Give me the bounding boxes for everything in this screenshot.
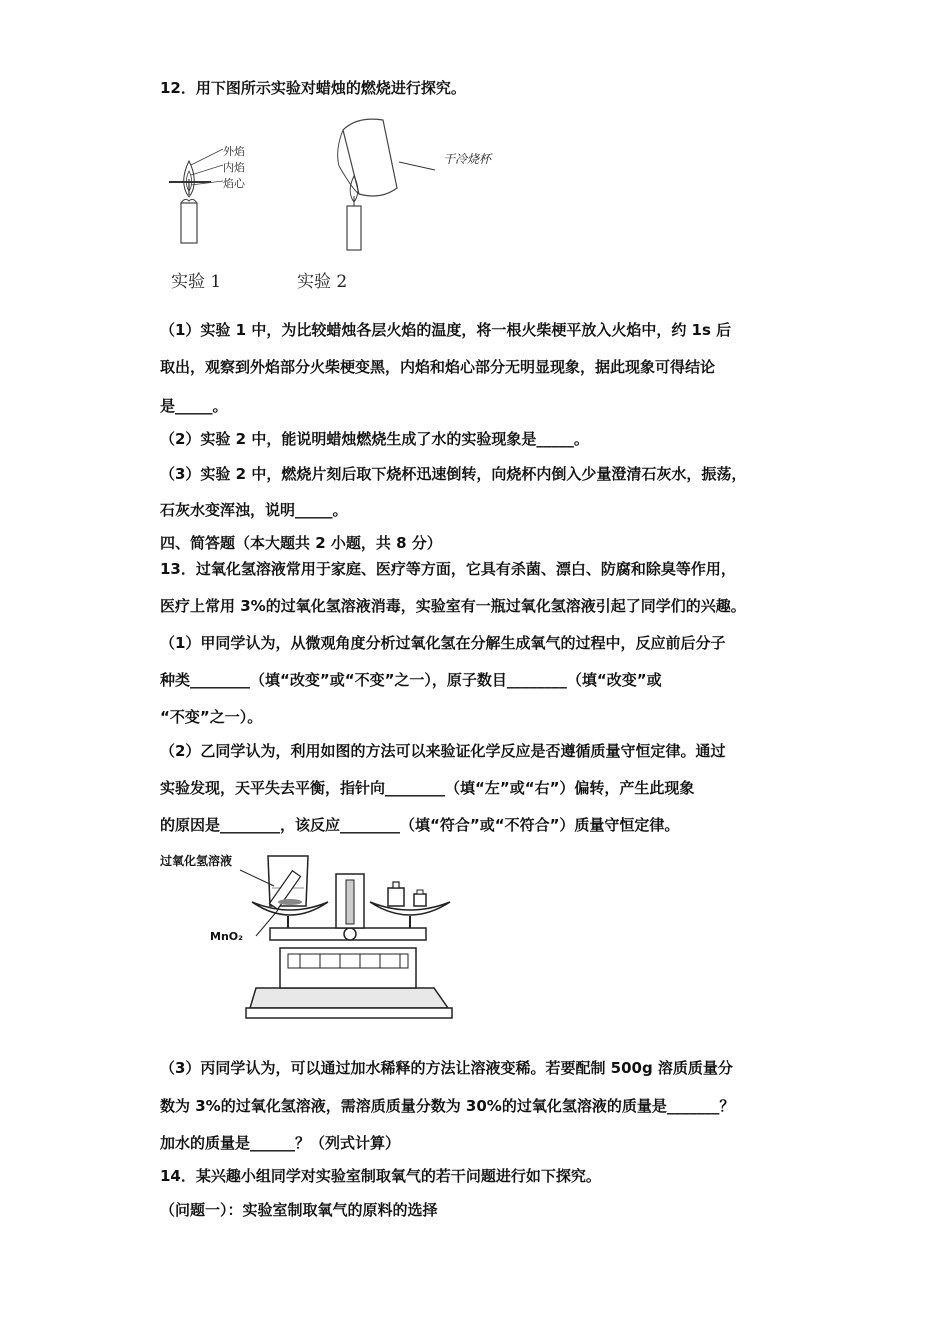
hydrogen-peroxide-label: 过氧化氢溶液	[160, 854, 233, 868]
experiment-1-caption: 实验 1	[171, 272, 222, 292]
q14-subtitle: （问题一）：实验室制取氧气的原料的选择	[160, 1201, 438, 1219]
q13-line-7: 实验发现，天平失去平衡，指针向________（填“左”或“右”）偏转，产生此现象	[160, 779, 695, 797]
catalyst-label: MnO₂	[210, 930, 243, 943]
balance-figure	[160, 848, 470, 1028]
q13-line-5: “不变”之一）。	[160, 708, 263, 726]
q13-line-8: 的原因是________，该反应________（填“符合”或“不符合”）质量守恒定律。	[160, 816, 680, 834]
q12-line-1: （1）实验 1 中，为比较蜡烛各层火焰的温度，将一根火柴梗平放入火焰中，约 1s 后	[160, 321, 732, 339]
q13-line-10: 数为 3%的过氧化氢溶液，需溶质质量分数为 30%的过氧化氢溶液的质量是_______？	[160, 1097, 735, 1115]
q13-line-4: 种类________（填“改变”或“不变”之一），原子数目________（填“改变”或	[160, 671, 662, 689]
dry-cold-beaker-label: 干冷烧杯	[443, 152, 492, 166]
experiment-1-figure	[165, 135, 265, 295]
section-4-heading: 四、简答题（本大题共 2 小题，共 8 分）	[160, 534, 442, 552]
q13-line-6: （2）乙同学认为，利用如图的方法可以来验证化学反应是否遵循质量守恒定律。通过	[160, 742, 726, 760]
q13-line-9: （3）丙同学认为，可以通过加水稀释的方法让溶液变稀。若要配制 500g 溶质质量分	[160, 1059, 733, 1077]
flame-core-label: 焰心	[223, 177, 245, 190]
q12-line-2: 取出，观察到外焰部分火柴梗变黑，内焰和焰心部分无明显现象，据此现象可得结论	[160, 358, 716, 376]
q12-line-6: 石灰水变浑浊，说明_____。	[160, 501, 348, 519]
q13-line-3: （1）甲同学认为，从微观角度分析过氧化氢在分解生成氧气的过程中，反应前后分子	[160, 634, 726, 652]
q13-line-11: 加水的质量是______？（列式计算）	[160, 1134, 401, 1152]
q14-title: 14．某兴趣小组同学对实验室制取氧气的若干问题进行如下探究。	[160, 1167, 601, 1185]
inner-flame-label: 内焰	[223, 161, 245, 174]
experiment-2-figure	[295, 110, 525, 295]
q13-line-2: 医疗上常用 3%的过氧化氢溶液消毒，实验室有一瓶过氧化氢溶液引起了同学们的兴趣。	[160, 597, 746, 615]
experiment-2-caption: 实验 2	[297, 272, 348, 292]
outer-flame-label: 外焰	[223, 145, 245, 158]
q12-line-5: （3）实验 2 中，燃烧片刻后取下烧杯迅速倒转，向烧杯内倒入少量澄清石灰水，振荡，	[160, 465, 747, 483]
q13-line-1: 13．过氧化氢溶液常用于家庭、医疗等方面，它具有杀菌、漂白、防腐和除臭等作用，	[160, 560, 736, 578]
q12-title: 12．用下图所示实验对蜡烛的燃烧进行探究。	[160, 79, 466, 97]
balance-icon	[160, 848, 470, 1028]
q12-line-4: （2）实验 2 中，能说明蜡烛燃烧生成了水的实验现象是_____。	[160, 430, 589, 448]
q12-line-3: 是_____。	[160, 397, 228, 415]
